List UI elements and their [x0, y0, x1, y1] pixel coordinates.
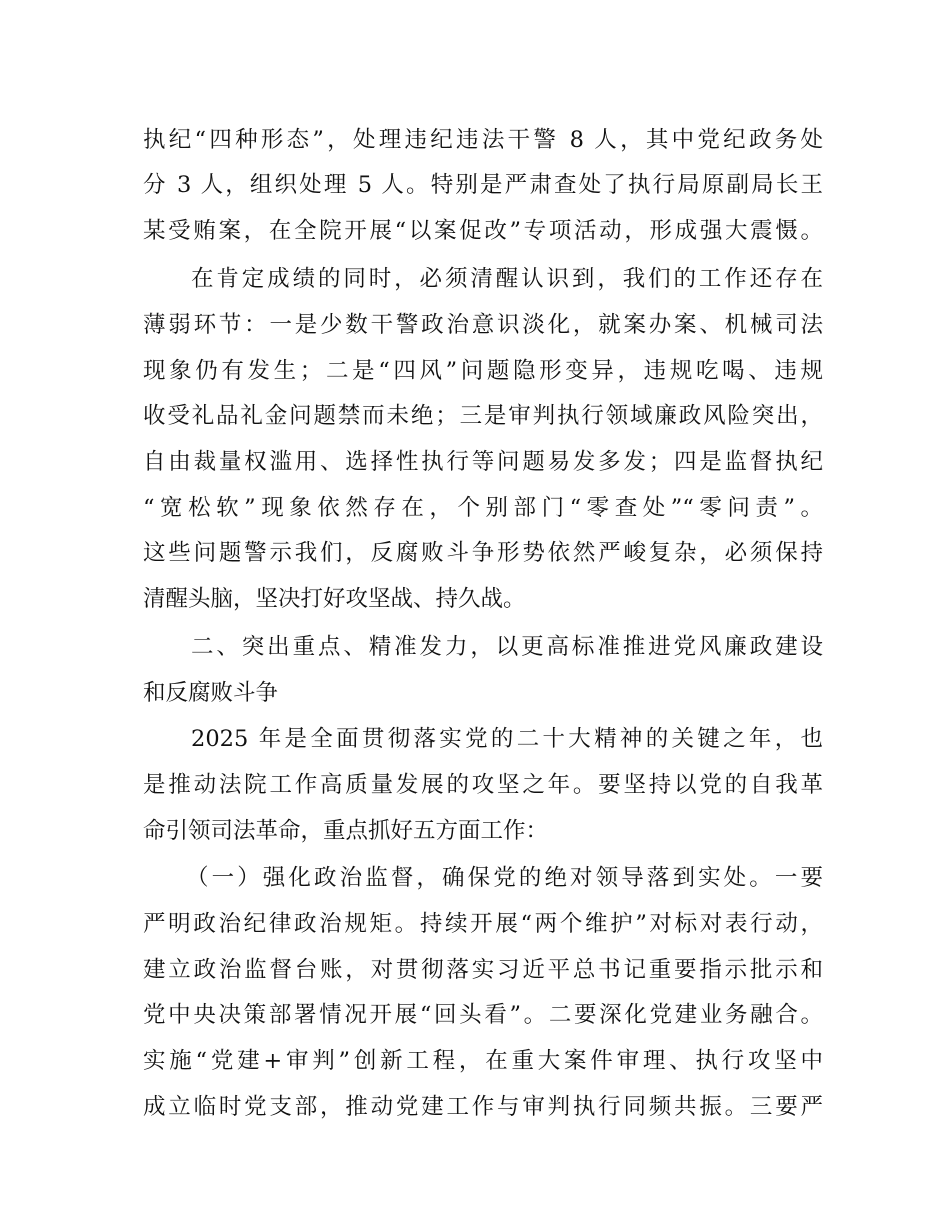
- text-line: “宽松软”现象依然存在，个别部门“零查处”“零问责”。: [143, 495, 823, 521]
- text-line: 命引领司法革命，重点抓好五方面工作：: [143, 818, 549, 844]
- text-line: 分 3 人，组织处理 5 人。特别是严肃查处了执行局原副局长王: [143, 172, 823, 198]
- text-line: 现象仍有发生；二是“四风”问题隐形变异，违规吃喝、违规: [143, 358, 823, 384]
- text-line: 某受贿案，在全院开展“以案促改”专项活动，形成强大震慑。: [143, 218, 823, 244]
- paragraph-first-line: 2025 年是全面贯彻落实党的二十大精神的关键之年，也: [191, 726, 823, 752]
- text-line: 严明政治纪律政治规矩。持续开展“两个维护”对标对表行动，: [143, 911, 823, 937]
- text-line: 收受礼品礼金问题禁而未绝；三是审判执行领域廉政风险突出，: [143, 403, 823, 429]
- text-line: 执纪“四种形态”，处理违纪违法干警 8 人，其中党纪政务处: [143, 127, 823, 153]
- text-line: 党中央决策部署情况开展“回头看”。二要深化党建业务融合。: [143, 1002, 823, 1028]
- text-line: 清醒头脑，坚决打好攻坚战、持久战。: [143, 586, 526, 612]
- subsection-heading: （一）强化政治监督，确保党的绝对领导落到实处。一要: [186, 865, 823, 891]
- text-line: 是推动法院工作高质量发展的攻坚之年。要坚持以党的自我革: [143, 772, 823, 798]
- paragraph-first-line: 在肯定成绩的同时，必须清醒认识到，我们的工作还存在: [191, 266, 823, 292]
- text-line: 这些问题警示我们，反腐败斗争形势依然严峻复杂，必须保持: [143, 540, 823, 566]
- text-line: 实施“党建+审判”创新工程，在重大案件审理、执行攻坚中: [143, 1048, 823, 1074]
- text-line: 薄弱环节：一是少数干警政治意识淡化，就案办案、机械司法: [143, 312, 823, 338]
- text-line: 自由裁量权滥用、选择性执行等问题易发多发；四是监督执纪: [143, 449, 823, 475]
- text-line: 成立临时党支部，推动党建工作与审判执行同频共振。三要严: [143, 1094, 823, 1120]
- section-heading: 和反腐败斗争: [143, 680, 279, 706]
- section-heading: 二、突出重点、精准发力，以更高标准推进党风廉政建设: [191, 634, 823, 660]
- text-line: 建立政治监督台账，对贯彻落实习近平总书记重要指示批示和: [143, 957, 823, 983]
